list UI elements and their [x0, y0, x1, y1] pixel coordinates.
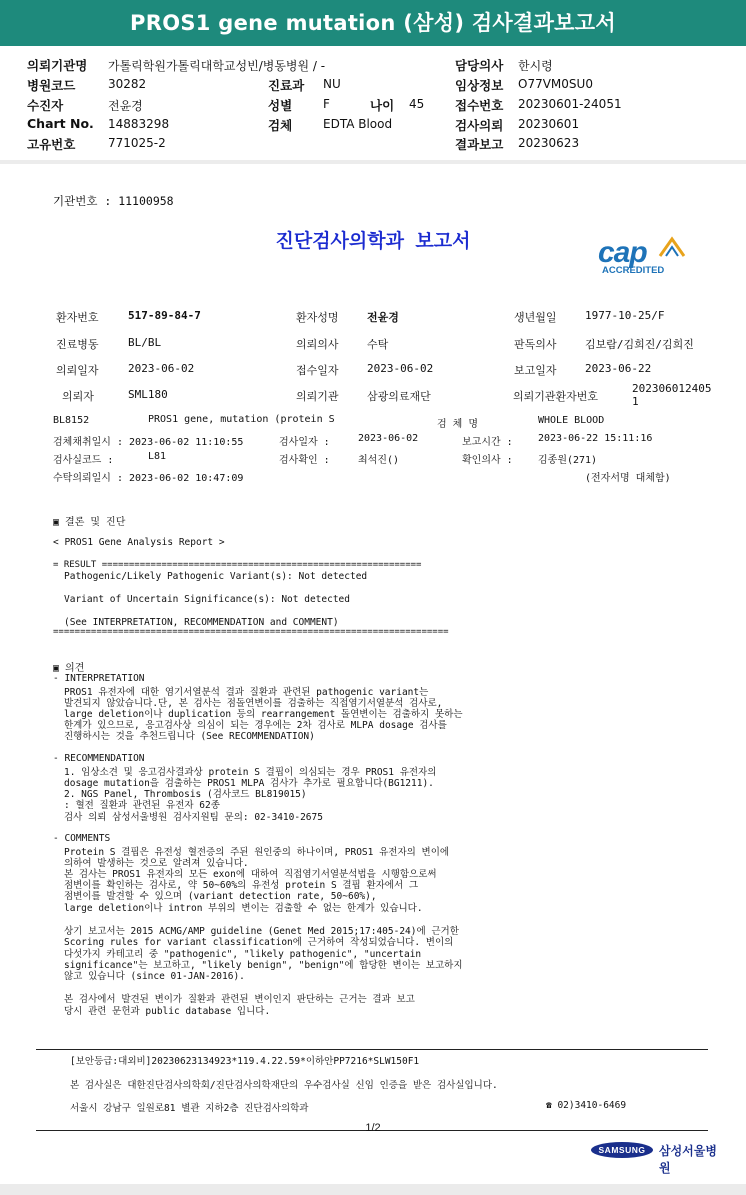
result-line: Pathogenic/Likely Pathogenic Variant(s): Not detected [64, 571, 368, 582]
recommendation-line: 검사 의뢰 삼성서울병원 검사지원팀 문의: 02-3410-2675 [64, 812, 323, 823]
meta-label: 의뢰기관명 [27, 58, 88, 73]
test-info: 수탁의뢰일시 : 2023-06-02 10:47:09 [53, 473, 244, 484]
meta-label: 성별 [268, 98, 293, 113]
meta-value: 45 [409, 97, 425, 111]
security-line: [보안등급:대외비]20230623134923*119.4.22.59*이하안PP7216*SLW150F1 [70, 1056, 420, 1067]
meta-value: 771025-2 [108, 136, 166, 150]
section-heading: ▣ 의견 [53, 663, 85, 674]
recommendation-line: : 혈전 질환과 관련된 유전자 62종 [64, 800, 220, 811]
recommendation-line: 1. 임상소견 및 응고검사결과상 protein S 결핍이 의심되는 경우 PROS1 유전자의 [64, 767, 437, 778]
comment-line: 본 검사는 PROS1 유전자의 모든 exon에 대하여 직접염기서열분석법을 시행함으로써 [64, 869, 437, 880]
patient-value: 1 [632, 395, 639, 408]
patient-label: 의뢰기관환자번호 [513, 390, 599, 403]
meta-value: 20230601-24051 [518, 97, 622, 111]
interpretation-line: 진행하시는 것을 추천드립니다 (See RECOMMENDATION) [64, 731, 315, 742]
test-value: 2023-06-22 15:11:16 [538, 433, 653, 444]
meta-value: 20230601 [518, 117, 580, 131]
analysis-title: < PROS1 Gene Analysis Report > [53, 537, 225, 548]
meta-label: 병원코드 [27, 78, 76, 93]
subsection-heading: - INTERPRETATION [53, 673, 145, 684]
patient-label: 환자번호 [56, 311, 99, 324]
patient-label: 의뢰자 [62, 390, 94, 403]
interpretation-line: 한계가 있으므로, 응고검사상 의심이 되는 경우에는 2차 검사로 MLPA dosage 검사를 [64, 720, 447, 731]
subsection-heading: - RECOMMENDATION [53, 753, 145, 764]
meta-label: 결과보고 [455, 137, 504, 152]
cap-accredited-text: ACCREDITED [602, 265, 665, 276]
patient-value: 삼광의료재단 [367, 390, 431, 403]
result-line: (See INTERPRETATION, RECOMMENDATION and COMMENT) [64, 617, 339, 628]
meta-value: 14883298 [108, 117, 170, 131]
comment-line: large deletion이나 intron 부위의 변이는 검출할 수 없는 한계가 있습니다. [64, 903, 423, 914]
interpretation-line: large deletion이나 duplication 등의 rearrangement 돌연변이는 검출하지 못하는 [64, 709, 463, 720]
comment-line: 당시 관련 문헌과 public database 입니다. [64, 1006, 271, 1017]
comment-line: Scoring rules for variant classification에 근거하여 작성되었습니다. 변이의 [64, 937, 454, 948]
recommendation-line: 2. NGS Panel, Thrombosis (검사코드 BL819015) [64, 789, 307, 800]
meta-label: 접수번호 [455, 98, 504, 113]
test-label: 검사일자 : [279, 437, 330, 448]
patient-name: 전윤경 [367, 311, 399, 324]
cap-accredited-logo [598, 232, 693, 278]
agency-number: 기관번호 : 11100958 [53, 194, 174, 208]
result-footer: ========================================================================= [53, 627, 449, 637]
meta-value: 전윤경 [108, 99, 143, 113]
patient-label: 진료병동 [56, 338, 99, 351]
patient-value: 2023-06-02 [367, 362, 434, 375]
section-heading: ▣ 결론 및 진단 [53, 517, 126, 528]
meta-value: 30282 [108, 77, 147, 91]
test-label: 검 체 명 [437, 419, 479, 430]
patient-value: 수탁 [367, 338, 389, 351]
patient-label: 환자성명 [296, 311, 339, 324]
meta-label: 수진자 [27, 98, 64, 113]
meta-value: EDTA Blood [323, 117, 393, 131]
test-code: BL8152 [53, 415, 90, 426]
hospital-name: 삼성서울병원 [659, 1144, 717, 1175]
meta-value: O77VM0SU0 [518, 77, 593, 91]
test-value: 2023-06-02 [358, 433, 419, 444]
meta-label: 검사의뢰 [455, 118, 504, 133]
lab-address: 서울시 강남구 일원로81 별관 지하2층 진단검사의학과 [70, 1103, 309, 1114]
test-value: 김종원(271) [538, 455, 598, 466]
result-header: = RESULT =========================================================== [53, 560, 422, 570]
test-value: 최석진() [358, 455, 400, 466]
section-divider [0, 160, 746, 164]
patient-label: 의뢰의사 [296, 338, 339, 351]
patient-value: 202306012405 [632, 382, 712, 395]
meta-value: 한시령 [518, 59, 553, 73]
lab-phone: ☎ 02)3410-6469 [546, 1100, 627, 1111]
comment-line: 상기 보고서는 2015 ACMG/AMP guideline (Genet Med 2015;17:405-24)에 근거한 [64, 926, 459, 937]
meta-value: NU [323, 77, 341, 91]
patient-label: 의뢰기관 [296, 390, 339, 403]
patient-value: SML180 [128, 388, 168, 401]
meta-label: 담당의사 [455, 58, 504, 73]
patient-label: 생년월일 [514, 311, 557, 324]
test-label: 검사실코드 : [53, 455, 114, 466]
comment-line: 점변이를 확인하는 검사로, 약 50~60%의 유전성 protein S 결핍 환자에서 그 [64, 880, 419, 891]
comment-line: significance"는 보고하고, "likely benign", "benign"에 합당한 변이는 보고하지 [64, 960, 463, 971]
meta-value: 가톨릭학원가톨릭대학교성빈/병동병원 / - [108, 59, 326, 73]
patient-value: 2023-06-02 [128, 362, 195, 375]
test-value: WHOLE BLOOD [538, 415, 605, 426]
comment-line: 다섯가지 카테고리 중 "pathogenic", "likely pathogenic", "uncertain [64, 949, 422, 960]
signature-note: (전자서명 대체함) [585, 473, 671, 484]
subsection-heading: - COMMENTS [53, 833, 111, 844]
report-heading: 진단검사의학과 보고서 [275, 230, 471, 252]
test-info: 검체채취일시 : 2023-06-02 11:10:55 [53, 437, 244, 448]
recommendation-line: dosage mutation을 검출하는 PROS1 MLPA 검사가 추가로 필요합니다(BG1211). [64, 778, 434, 789]
report-title-bar: PROS1 gene mutation (삼성) 검사결과보고서 [0, 0, 746, 46]
report-footer-box [36, 1049, 708, 1131]
page-bottom-margin [0, 1184, 746, 1195]
patient-value: 2023-06-22 [585, 362, 652, 375]
meta-label: 고유번호 [27, 137, 76, 152]
test-label: 확인의사 : [462, 455, 513, 466]
patient-label: 보고일자 [514, 364, 557, 377]
page-number: 1/2 [365, 1122, 381, 1134]
patient-label: 접수일자 [296, 364, 339, 377]
meta-label: 임상정보 [455, 78, 504, 93]
comment-line: 않고 있습니다 (since 01-JAN-2016). [64, 971, 245, 982]
meta-label: Chart No. [27, 116, 94, 131]
patient-value: 1977-10-25/F [585, 309, 665, 322]
interpretation-line: PROS1 유전자에 대한 염기서열분석 결과 질환과 관련된 pathogenic variant는 [64, 687, 429, 698]
test-label: 검사확인 : [279, 455, 330, 466]
meta-value: 20230623 [518, 136, 580, 150]
result-line: Variant of Uncertain Significance(s): Not detected [64, 594, 350, 605]
patient-label: 판독의사 [514, 338, 557, 351]
test-name: PROS1 gene, mutation (protein S [148, 414, 335, 425]
meta-label: 검체 [268, 118, 293, 133]
meta-label: 진료과 [268, 78, 305, 93]
interpretation-line: 발견되지 않았습니다.단, 본 검사는 점돌연변이를 검출하는 직접염기서열분석 검사로, [64, 698, 443, 709]
meta-value: F [323, 97, 330, 111]
certification-note: 본 검사실은 대한진단검사의학회/진단검사의학재단의 우수검사실 신임 인증을 받은 검사실입니다. [70, 1080, 498, 1091]
patient-label: 의뢰일자 [56, 364, 99, 377]
patient-value: 김보람/김희진/김희진 [585, 338, 694, 351]
comment-line: 본 검사에서 발견된 변이가 질환과 관련된 변이인지 판단하는 근거는 결과 보고 [64, 994, 415, 1005]
patient-value: BL/BL [128, 336, 162, 349]
comment-line: 점변이를 발견할 수 있으며 (variant detection rate, 50~60%), [64, 891, 377, 902]
comment-line: 의하여 발생하는 것으로 알려져 있습니다. [64, 858, 249, 869]
meta-label: 나이 [370, 98, 395, 113]
cap-roof-icon [658, 236, 686, 258]
test-label: 보고시간 : [462, 437, 513, 448]
cap-logo-text: cap [598, 236, 647, 269]
comment-line: Protein S 결핍은 유전성 혈전증의 주된 원인중의 하나이며, PROS1 유전자의 변이에 [64, 847, 450, 858]
patient-id: 517-89-84-7 [128, 309, 201, 322]
test-value: L81 [148, 451, 167, 462]
samsung-brand: SAMSUNG [591, 1142, 653, 1158]
samsung-hospital-logo [591, 1139, 721, 1175]
